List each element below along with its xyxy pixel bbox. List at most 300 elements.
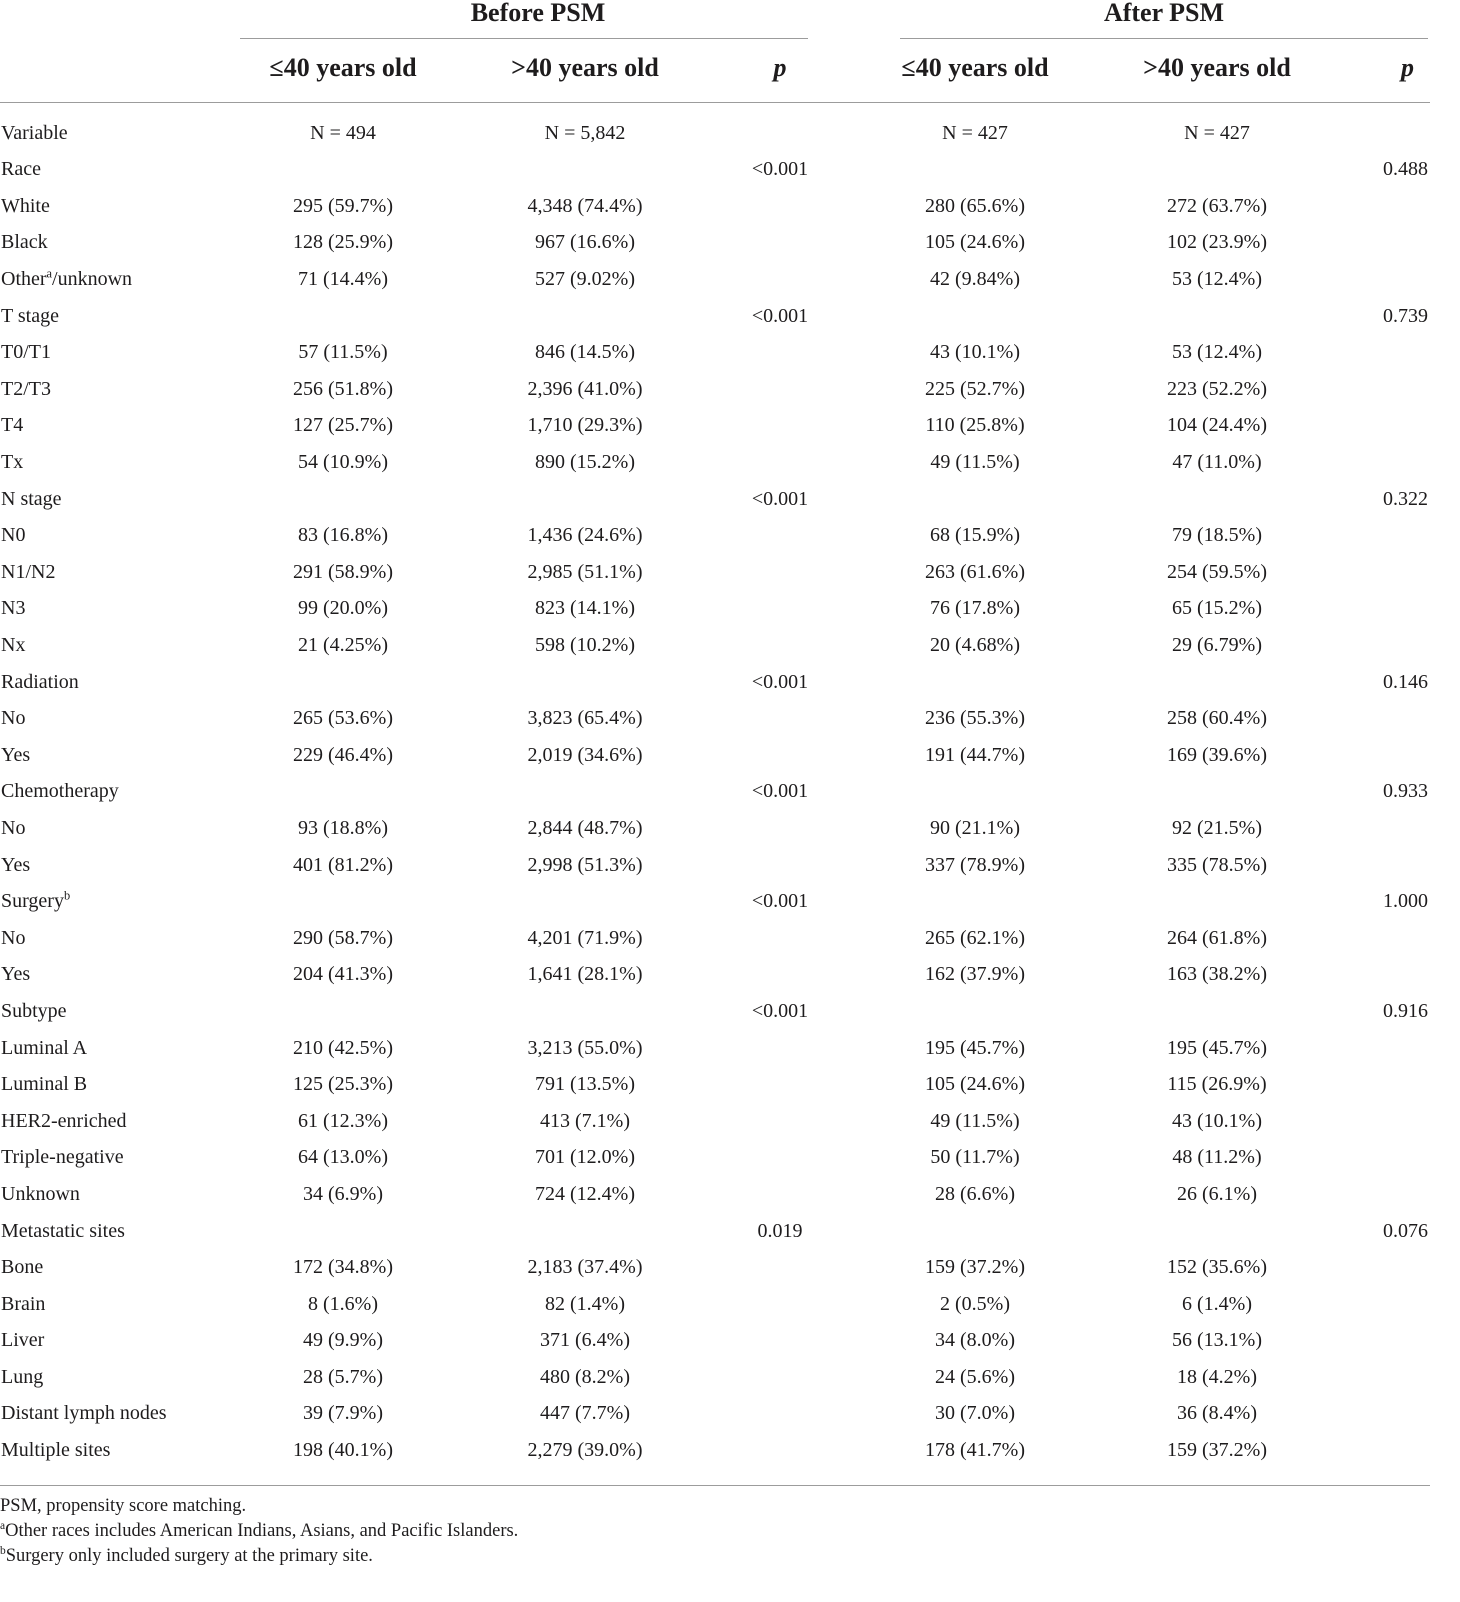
cell-after-p	[1320, 627, 1430, 664]
cell-before-le40: 295 (59.7%)	[293, 194, 393, 217]
row-label-text: Yes	[1, 853, 31, 876]
cell-after-le40: 337 (78.9%)	[925, 853, 1025, 876]
cell-before-gt40: 890 (15.2%)	[535, 451, 635, 474]
cell-after-le40: 34 (8.0%)	[935, 1329, 1015, 1352]
cell-before-p	[724, 334, 836, 371]
footnote-mark: a	[0, 1519, 6, 1532]
cell-after-gt40: 152 (35.6%)	[1167, 1256, 1267, 1279]
cell-after-gt40	[1114, 151, 1320, 188]
cell-before-gt40	[446, 773, 724, 810]
cell-before-p	[724, 371, 836, 408]
cell-after-gt40: 48 (11.2%)	[1172, 1146, 1262, 1169]
cell-before-gt40: 598 (10.2%)	[535, 634, 635, 656]
cell-before-gt40: 82 (1.4%)	[545, 1292, 625, 1315]
cell-before-gt40: 2,279 (39.0%)	[527, 1439, 643, 1462]
cell-after-le40	[836, 664, 1114, 701]
table-row	[0, 1395, 1430, 1432]
cell-after-le40: 90 (21.1%)	[930, 816, 1020, 839]
cell-after-gt40: 53 (12.4%)	[1172, 268, 1262, 291]
row-label	[0, 1395, 240, 1432]
cell-before-gt40: 724 (12.4%)	[535, 1182, 635, 1205]
cell-after-p	[1320, 810, 1430, 847]
cell-after-le40: 263 (61.6%)	[925, 560, 1025, 583]
row-label-text: T stage	[1, 304, 59, 327]
cell-before-le40: 198 (40.1%)	[293, 1439, 393, 1462]
cell-after-gt40: 258 (60.4%)	[1167, 707, 1267, 730]
cell-before-gt40: 3,823 (65.4%)	[527, 707, 643, 730]
table-row	[0, 664, 1430, 701]
cell-before-le40: 57 (11.5%)	[298, 341, 388, 364]
cell-before-gt40: N = 5,842	[544, 121, 626, 144]
table-row	[0, 517, 1430, 554]
row-label	[0, 115, 240, 152]
row-label-text: HER2-enriched	[1, 1109, 127, 1132]
cell-before-le40: 71 (14.4%)	[298, 268, 388, 291]
table-row	[0, 773, 1430, 810]
row-label	[0, 664, 240, 701]
table-row	[0, 188, 1430, 225]
cell-after-gt40: 272 (63.7%)	[1167, 194, 1267, 217]
row-label	[0, 224, 240, 261]
cell-before-le40: 291 (58.9%)	[293, 560, 393, 583]
table-row	[0, 737, 1430, 774]
row-label-text: N stage	[1, 487, 62, 510]
row-label-text: T4	[1, 414, 24, 437]
cell-after-p	[1320, 737, 1430, 774]
row-label	[0, 1139, 240, 1176]
row-label-text: N1/N2	[1, 560, 56, 583]
row-label-text: Bone	[1, 1256, 44, 1279]
table-row	[0, 1139, 1430, 1176]
cell-after-gt40: 335 (78.5%)	[1167, 853, 1267, 876]
cell-after-le40: 236 (55.3%)	[925, 707, 1025, 730]
row-label	[0, 1322, 240, 1359]
row-label-text: Metastatic sites	[1, 1219, 125, 1242]
cell-after-le40: 49 (11.5%)	[930, 451, 1020, 474]
row-label	[0, 627, 240, 664]
cell-before-p	[724, 261, 836, 298]
header-rule	[0, 102, 1430, 103]
cell-before-p	[724, 1359, 836, 1396]
cell-before-p	[724, 627, 836, 664]
cell-after-gt40: 47 (11.0%)	[1172, 451, 1262, 474]
cell-after-gt40: 65 (15.2%)	[1172, 597, 1262, 620]
cell-before-le40: 49 (9.9%)	[303, 1329, 383, 1352]
row-label	[0, 1359, 240, 1396]
column-header-before-gt40: >40 years old	[511, 53, 659, 82]
cell-after-le40: N = 427	[942, 121, 1008, 144]
table-row	[0, 1322, 1430, 1359]
cell-before-p: <0.001	[751, 158, 809, 181]
cell-before-p	[724, 224, 836, 261]
row-label-text: Brain	[1, 1292, 46, 1315]
cell-after-p: 0.933	[1383, 780, 1428, 803]
cell-before-le40: 34 (6.9%)	[303, 1182, 383, 1205]
cell-before-gt40: 846 (14.5%)	[535, 341, 635, 364]
row-label-text: No	[1, 707, 26, 730]
cell-before-p: 0.019	[757, 1219, 803, 1242]
row-label-text: Surgery	[1, 890, 64, 913]
cell-before-p	[724, 920, 836, 957]
cell-after-le40: 110 (25.8%)	[925, 414, 1025, 437]
cell-before-p: <0.001	[751, 487, 809, 510]
cell-after-le40: 68 (15.9%)	[930, 524, 1020, 547]
cell-before-p	[724, 1066, 836, 1103]
row-label-text: Distant lymph nodes	[1, 1402, 167, 1425]
cell-before-gt40: 4,348 (74.4%)	[527, 194, 643, 217]
cell-after-le40: 43 (10.1%)	[930, 341, 1020, 364]
cell-after-le40	[836, 773, 1114, 810]
cell-before-p	[724, 188, 836, 225]
cell-before-le40: 127 (25.7%)	[293, 414, 393, 437]
cell-before-p	[724, 517, 836, 554]
cell-before-le40	[240, 298, 446, 335]
row-label-text: Liver	[1, 1329, 45, 1352]
cell-before-le40: 99 (20.0%)	[298, 597, 388, 620]
cell-after-gt40: 36 (8.4%)	[1177, 1402, 1257, 1425]
cell-before-gt40	[446, 298, 724, 335]
cell-before-gt40: 3,213 (55.0%)	[527, 1036, 643, 1059]
cell-after-p	[1320, 590, 1430, 627]
row-label-text: T0/T1	[1, 341, 51, 364]
row-label	[0, 554, 240, 591]
row-label-text: Other	[1, 268, 47, 291]
cell-after-p: 0.076	[1383, 1219, 1428, 1242]
footnote-mark: b	[63, 888, 71, 903]
row-label	[0, 737, 240, 774]
cell-before-gt40	[446, 883, 724, 920]
table-bottom-rule	[0, 1485, 1430, 1486]
row-label	[0, 407, 240, 444]
cell-before-le40: 61 (12.3%)	[298, 1109, 388, 1132]
cell-after-p	[1320, 847, 1430, 884]
row-label	[0, 1213, 240, 1250]
group-rule-before-psm	[240, 38, 808, 39]
cell-after-p	[1320, 1176, 1430, 1213]
cell-after-gt40: 223 (52.2%)	[1167, 377, 1267, 400]
cell-before-le40	[240, 481, 446, 518]
cell-after-gt40: 264 (61.8%)	[1167, 926, 1267, 949]
cell-after-le40: 159 (37.2%)	[925, 1256, 1025, 1279]
cell-after-p	[1320, 1395, 1430, 1432]
cell-before-le40: 256 (51.8%)	[293, 377, 393, 400]
row-label	[0, 1103, 240, 1140]
row-label-text: Luminal B	[1, 1073, 88, 1096]
row-label	[0, 334, 240, 371]
cell-before-le40: 125 (25.3%)	[293, 1073, 393, 1096]
table-row	[0, 847, 1430, 884]
cell-after-p	[1320, 1139, 1430, 1176]
cell-after-p	[1320, 334, 1430, 371]
table-row	[0, 554, 1430, 591]
cell-after-p	[1320, 1322, 1430, 1359]
cell-after-le40: 191 (44.7%)	[925, 743, 1025, 766]
cell-before-p	[724, 847, 836, 884]
cell-before-gt40: 2,396 (41.0%)	[527, 377, 643, 400]
cell-before-gt40	[446, 664, 724, 701]
cell-before-gt40: 1,436 (24.6%)	[527, 524, 643, 547]
cell-after-p: 0.488	[1383, 158, 1428, 181]
row-label-text: Multiple sites	[1, 1439, 111, 1462]
cell-before-p: <0.001	[751, 999, 809, 1022]
cell-after-p	[1320, 224, 1430, 261]
row-label	[0, 700, 240, 737]
cell-after-gt40: N = 427	[1184, 121, 1250, 144]
cell-before-gt40: 1,710 (29.3%)	[527, 414, 643, 437]
cell-before-gt40: 4,201 (71.9%)	[527, 926, 643, 949]
cell-after-gt40: 195 (45.7%)	[1167, 1036, 1267, 1059]
table-row	[0, 956, 1430, 993]
table-row	[0, 1432, 1430, 1469]
cell-after-gt40: 159 (37.2%)	[1167, 1439, 1267, 1462]
row-label	[0, 773, 240, 810]
cell-before-gt40: 447 (7.7%)	[540, 1402, 630, 1425]
cell-before-gt40: 413 (7.1%)	[540, 1109, 630, 1132]
cell-after-le40: 24 (5.6%)	[935, 1365, 1015, 1388]
cell-after-p	[1320, 1359, 1430, 1396]
cell-before-p: <0.001	[751, 890, 809, 913]
cell-after-p	[1320, 1432, 1430, 1469]
cell-after-le40	[836, 1213, 1114, 1250]
cell-before-p	[724, 700, 836, 737]
cell-after-p: 0.916	[1383, 999, 1428, 1022]
cell-before-p	[724, 1432, 836, 1469]
cell-before-p	[724, 1395, 836, 1432]
row-label	[0, 261, 240, 298]
cell-after-gt40: 92 (21.5%)	[1172, 816, 1262, 839]
cell-after-gt40: 53 (12.4%)	[1172, 341, 1262, 364]
row-label	[0, 188, 240, 225]
cell-after-gt40	[1114, 481, 1320, 518]
cell-after-p: 1.000	[1383, 890, 1428, 913]
cell-after-gt40	[1114, 1213, 1320, 1250]
cell-before-gt40: 2,844 (48.7%)	[527, 816, 643, 839]
table-row	[0, 1030, 1430, 1067]
row-label	[0, 956, 240, 993]
cell-after-gt40: 163 (38.2%)	[1167, 963, 1267, 986]
row-label-text: Variable	[1, 121, 68, 144]
cell-after-le40	[836, 883, 1114, 920]
cell-before-p	[724, 115, 836, 152]
cell-before-gt40: 371 (6.4%)	[540, 1329, 630, 1352]
cell-after-gt40: 79 (18.5%)	[1172, 524, 1262, 547]
cell-after-gt40: 102 (23.9%)	[1167, 231, 1267, 254]
table-footnotes	[0, 1494, 1430, 1569]
cell-after-le40: 225 (52.7%)	[925, 377, 1025, 400]
table-row	[0, 371, 1430, 408]
row-label	[0, 517, 240, 554]
cell-before-p	[724, 1249, 836, 1286]
table-row	[0, 1103, 1430, 1140]
cell-after-le40: 49 (11.5%)	[930, 1109, 1020, 1132]
cell-before-le40: 210 (42.5%)	[293, 1036, 393, 1059]
cell-before-le40: 28 (5.7%)	[303, 1365, 383, 1388]
cell-after-le40: 2 (0.5%)	[940, 1292, 1010, 1315]
cell-after-gt40	[1114, 883, 1320, 920]
cell-before-le40	[240, 993, 446, 1030]
cell-after-le40	[836, 298, 1114, 335]
footnote-text: Other races includes American Indians, Asians, and Pacific Islanders.	[5, 1521, 519, 1541]
cell-before-le40: 265 (53.6%)	[293, 707, 393, 730]
row-label-text: T2/T3	[1, 377, 51, 400]
cell-after-gt40: 115 (26.9%)	[1167, 1073, 1267, 1096]
cell-before-gt40: 2,985 (51.1%)	[527, 560, 643, 583]
table-row	[0, 298, 1430, 335]
column-header-before-le40: ≤40 years old	[269, 53, 417, 82]
cell-after-p	[1320, 1103, 1430, 1140]
cell-before-p	[724, 554, 836, 591]
row-label-text: Triple-negative	[1, 1146, 124, 1169]
cell-after-le40: 50 (11.7%)	[930, 1146, 1020, 1169]
cell-after-le40: 195 (45.7%)	[925, 1036, 1025, 1059]
table-row	[0, 920, 1430, 957]
row-label	[0, 1066, 240, 1103]
cell-after-le40	[836, 481, 1114, 518]
cell-before-p	[724, 737, 836, 774]
cell-after-p	[1320, 956, 1430, 993]
cell-before-le40: 54 (10.9%)	[298, 451, 388, 474]
row-label-text: Chemotherapy	[1, 780, 119, 803]
cell-before-le40: 39 (7.9%)	[303, 1402, 383, 1425]
cell-after-le40: 105 (24.6%)	[925, 1073, 1025, 1096]
cell-before-gt40	[446, 151, 724, 188]
row-label-text: Lung	[1, 1365, 44, 1388]
cell-before-gt40: 2,183 (37.4%)	[527, 1256, 643, 1279]
cell-before-le40: 93 (18.8%)	[298, 816, 388, 839]
cell-before-p	[724, 1286, 836, 1323]
table-row	[0, 444, 1430, 481]
cell-before-gt40: 791 (13.5%)	[535, 1073, 635, 1096]
cell-after-gt40: 26 (6.1%)	[1177, 1182, 1257, 1205]
row-label-text: No	[1, 926, 26, 949]
footnote-b	[0, 1544, 1430, 1569]
cell-after-p	[1320, 1030, 1430, 1067]
cell-before-gt40	[446, 993, 724, 1030]
cell-after-p	[1320, 554, 1430, 591]
column-header-before-p: p	[773, 53, 787, 82]
table-row	[0, 224, 1430, 261]
row-label	[0, 1432, 240, 1469]
cell-after-gt40	[1114, 993, 1320, 1030]
row-label-text: Race	[1, 158, 41, 181]
row-label	[0, 151, 240, 188]
footnote-mark: b	[0, 1544, 6, 1557]
table-row	[0, 407, 1430, 444]
cell-after-le40: 28 (6.6%)	[935, 1182, 1015, 1205]
row-label	[0, 1176, 240, 1213]
column-header-after-p: p	[1401, 53, 1414, 82]
column-header-row	[0, 50, 1430, 86]
table-row	[0, 334, 1430, 371]
cell-before-le40	[240, 1213, 446, 1250]
cell-after-gt40: 169 (39.6%)	[1167, 743, 1267, 766]
cell-before-gt40: 2,998 (51.3%)	[527, 853, 643, 876]
row-label-text: Subtype	[1, 999, 67, 1022]
cell-after-p	[1320, 700, 1430, 737]
cell-after-gt40: 56 (13.1%)	[1172, 1329, 1262, 1352]
header-spacer	[0, 50, 240, 86]
cell-before-le40: 290 (58.7%)	[293, 926, 393, 949]
table-row	[0, 1213, 1430, 1250]
cell-before-gt40	[446, 481, 724, 518]
cell-after-p	[1320, 920, 1430, 957]
row-label	[0, 1249, 240, 1286]
row-label	[0, 1030, 240, 1067]
cell-before-p: <0.001	[751, 780, 809, 803]
cell-after-gt40	[1114, 664, 1320, 701]
cell-after-p	[1320, 188, 1430, 225]
cell-after-le40: 42 (9.84%)	[930, 268, 1020, 291]
cell-before-p	[724, 1176, 836, 1213]
footnote-a	[0, 1519, 1430, 1544]
footnote-mark: a	[46, 266, 53, 281]
cell-after-p	[1320, 444, 1430, 481]
row-label-text: N0	[1, 524, 26, 547]
cell-after-le40	[836, 151, 1114, 188]
group-rule-after-psm	[900, 38, 1428, 39]
cell-after-gt40: 43 (10.1%)	[1172, 1109, 1262, 1132]
cell-before-gt40: 823 (14.1%)	[535, 597, 635, 620]
table-body	[0, 115, 1430, 1469]
cell-before-le40	[240, 151, 446, 188]
cell-after-le40: 162 (37.9%)	[925, 963, 1025, 986]
row-label-text: Yes	[1, 963, 31, 986]
group-header-before-psm: Before PSM	[470, 0, 606, 27]
cell-after-le40: 265 (62.1%)	[925, 926, 1025, 949]
cell-after-le40: 280 (65.6%)	[925, 194, 1025, 217]
cell-before-le40	[240, 773, 446, 810]
footnote-abbreviation: PSM, propensity score matching.	[0, 1496, 247, 1516]
cell-before-le40: 128 (25.9%)	[293, 231, 393, 254]
cell-before-p	[724, 1322, 836, 1359]
cell-after-le40: 20 (4.68%)	[930, 634, 1020, 656]
cell-before-p	[724, 810, 836, 847]
column-header-after-le40: ≤40 years old	[901, 53, 1049, 82]
cell-after-gt40	[1114, 298, 1320, 335]
cell-before-le40	[240, 883, 446, 920]
cell-before-p	[724, 956, 836, 993]
table-row	[0, 481, 1430, 518]
row-label	[0, 993, 240, 1030]
cell-after-gt40	[1114, 773, 1320, 810]
cell-before-p	[724, 1103, 836, 1140]
cell-before-le40: N = 494	[310, 121, 376, 144]
cell-before-gt40: 1,641 (28.1%)	[527, 963, 643, 986]
cell-before-p	[724, 444, 836, 481]
table-row	[0, 1176, 1430, 1213]
row-label-text: Nx	[1, 634, 26, 656]
row-label	[0, 371, 240, 408]
cell-after-le40: 178 (41.7%)	[925, 1439, 1025, 1462]
table-row	[0, 700, 1430, 737]
cell-before-gt40: 2,019 (34.6%)	[527, 743, 643, 766]
cell-after-gt40: 104 (24.4%)	[1167, 414, 1267, 437]
cell-after-p: 0.322	[1383, 487, 1428, 510]
cell-after-p	[1320, 1286, 1430, 1323]
cell-before-le40	[240, 664, 446, 701]
table-row	[0, 1359, 1430, 1396]
row-label	[0, 481, 240, 518]
row-label-suffix: /unknown	[52, 268, 133, 291]
cell-before-le40: 21 (4.25%)	[298, 634, 388, 656]
row-label-text: Unknown	[1, 1182, 80, 1205]
group-header-after-psm: After PSM	[1103, 0, 1225, 27]
cell-after-gt40: 29 (6.79%)	[1172, 634, 1262, 656]
row-label	[0, 810, 240, 847]
cell-after-p	[1320, 261, 1430, 298]
cell-before-p	[724, 1030, 836, 1067]
table-row	[0, 261, 1430, 298]
